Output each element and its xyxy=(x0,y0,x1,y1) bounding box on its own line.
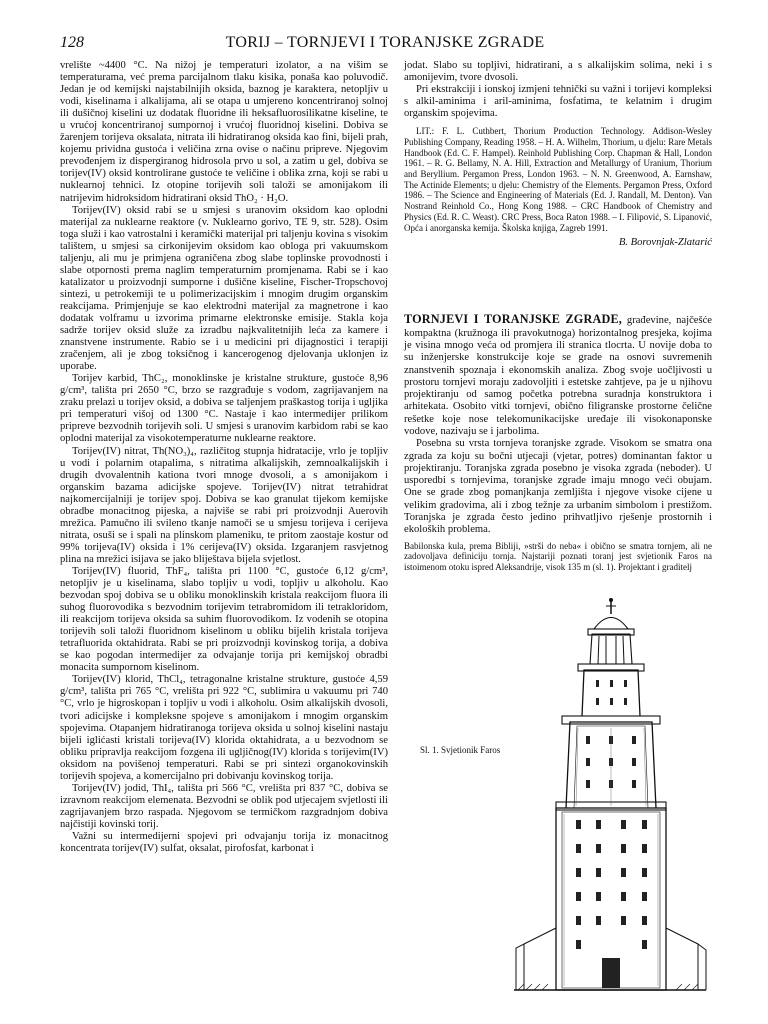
paragraph: Torijev karbid, ThC₂, monoklinske je kristalne strukture, gustoće 8,96 g/cm³, tališta pri 2650 °C, brzo se razgrađuje s vodom, zagrijavanjem na zraku prelazi u torijev oksid, a dobiva se taljenjem praškastog torija i ugljika pri temperaturi višoj od 1300 °C. Nastaje i kao intermedijer prilikom pripreve bezvodnih torijevih soli. U smjesi s uranovim karbidom rabi se kao oplodni materijal za visokotemperaturne nuklearne reaktore. xyxy=(60,373,388,445)
paragraph: Torijev(IV) oksid rabi se u smjesi s uranovim oksidom kao oplodni materijal za nuklearne reaktore (v. Nuklearno gorivo, TE 9, str. 528). Osim toga služi i kao vatrostalni i keramički materijal pri taljenju kovina s visokim talištem, u smjesi sa cirkonijevim oksidom kao obloga pri vakuumskom taljenju, ali mu je primjena ograničena zbog slabe toplinske provodnosti i slabe otpornosti prema naglim temperaturnim promjenama. Rabi se i kao katalizator u proizvodnji sumporne i dušične kiseline, Fischer-Tropschovoj sintezi, u petrokemiji te u polimerizacijskim i mnogim drugim organskim reakcijama. Primjenjuje se kao elektrodni materijal za magnetrone i kao dodatak volframu u izvorima primarne elektronske emisije. Stakla koja sadrže torijev oksid služe za izradbu najkvalitetnijih leća za kamere i znanstvene instrumente. Rabio se i u medicini pri dijagnostici i terapiji zračenjem, ali je zbog toksičnog i kancerogenog djelovanja uklonjen iz uporabe. xyxy=(60,204,388,373)
paragraph: Pri ekstrakciji i ionskoj izmjeni tehnički su važni i torijevi kompleksi s alkil-aminima i aril-aminima, fosfatima, te kelatnim i drugim organskim spojevima. xyxy=(404,84,712,120)
paragraph: Torijev(IV) nitrat, Th(NO₃)₄, različitog stupnja hidratacije, vrlo je topljiv u vodi i polarnim otapalima, s nitratima alkalijskih, zemnoalkalijskih i drugih dvovalentnih kationa tvori mnoge dvosoli, a s amonijakom i organskim bazama adicijske spojeve. Torijev(IV) nitrat tetrahidrat najkomercijalniji je torijev spoj. Dobiva se kao granulat tijekom kemijske obradbe monacitnog pijeska, a najviše se rabi pri proizvodnji Auerovih mrežica. Pamučno ili svileno tkanje namoči se u smjesu torijeva i cerijeva nitrata, osuši se i spali na plinskom plameniku, te pritom zaostaje kostur od 99% torijeva(IV) oksida i 1% cerijeva(IV) oksida. Izgaranjem rasvjetnog plina na mrežici isijava se jako bliještava bijela svjetlost. xyxy=(60,445,388,565)
paragraph: Torijev(IV) jodid, ThI₄, tališta pri 566 °C, vrelišta pri 837 °C, dobiva se izravnom reakcijom elemenata. Bezvodni se oblik pod utjecajem svjetlosti ili zagrijavanjem brzo raspada. Njegovom se termičkom razgradnjom dobiva najčistiji kovinski torij. xyxy=(60,782,388,830)
paragraph: vrelište ~4400 °C. Na nižoj je temperaturi izolator, a na višim se temperaturama, već prema parcijalnom tlaku kisika, ponaša kao poluvodič. Jedan je od kemijski najstabilnijih oksida, baznog je karaktera, netopljiv u vodi, kiselinama i alkalijama, ali se otapa u umjereno koncentriranoj solnoj ili dušičnoj kiselini uz dodatak fluoridne ili heksafluorosilikatne kiseline, te u vrućoj koncentriranoj sumpornoj i vrućoj fluoridnoj kiselini. Dobiva se žarenjem torijeva oksalata, nitrata ili hidratiranog oksida kao fini, bijeli prah, kojemu prividna gustoća i veličina zrna ovise o načinu pripreve. Njegovim prevođenjem iz dispergiranog hidrosola prvo u sol, a zatim u gel, dobiva se torijev(IV) oksid kontrolirane gustoće te veličine i oblika zrna, koji se rabi u nuklearnoj tehnici. Iz otopine torijevih soli taloži se amonijakom ili natrijevim hidroksidom hidratirani oksid ThO₂ · H₂O. xyxy=(60,60,388,204)
article-title: TORNJEVI I TORANJSKE ZGRADE, xyxy=(404,312,623,327)
paragraph: jodat. Slabo su topljivi, hidratirani, a s alkalijskim solima, neki i s amonijevim, tvore dvosoli. xyxy=(404,60,712,84)
spacer xyxy=(404,249,712,313)
paragraph: Važni su intermedijerni spojevi pri odvajanju torija iz monacitnog koncentrata torijev(IV) sulfat, oksalat, pirofosfat, karbonat i xyxy=(60,831,388,855)
small-text: Babilonska kula, prema Bibliji, »strši do neba« i obično se smatra tornjem, ali ne zadovoljava definiciju tornja. Najstariji poznati toranj jest svjetionik Faros na istoimenom otoku ispred Aleksandrije, visok 135 m (sl. 1). Projektant i graditelj xyxy=(404,540,712,572)
left-column xyxy=(60,60,388,855)
literature: LIT.: F. L. Cuthbert, Thorium Production Technology. Addison-Wesley Publishing Company, Reading 1958. – H. A. Wilhelm, Thorium, u djelu: Rare Metals Handbook (Ed. C. F. Hampel). Reinhold Publishing Corp. Chapman & Hall, London 1961. – R. G. Bellamy, N. A. Hill, Extraction and Metallurgy of Uranium, Thorium and Beryllium. Pergamon Press, London 1963. – N. N. Greenwood, A. Earnshaw, The Actinide Elements; u djelu: Chemistry of the Elements. Pergamon Press, Oxford 1986. – The Science and Engineering of Materials (Ed. J. Randall, M. Denton). Van Nostrand Reinhold Co., Hong Kong 1988. – CRC Handbook of Chemistry and Physics (Ed. R. C. Weast). CRC Press, Boca Raton 1988. – I. Filipović, S. Lipanović, Opća i anorganska kemija. Školska knjiga, Zagreb 1991. xyxy=(404,126,712,233)
paragraph: Torijev(IV) fluorid, ThF₄, tališta pri 1100 °C, gustoće 6,12 g/cm³, netopljiv je u kiselinama, slabo topljiv u vodi, topljiv u alkoholu. Kao bezvodan spoj dobiva se u obliku monoklinskih kristala reakcijom fluora ili suhog fluorovodika s bezvodnim torijevim tetrabromidom ili tetrakloridom, ili reakcijom torijeva oksida sa suhim fluorovodikom. Iz vodenih se otopina torijevih soli taloži fluoridnom kiselinom u obliku bijelih kristala torijeva tetrafluorida oktahidrata. Rabi se pri proizvodnji kovinskog torija, a dobiva se kao pogodan intermedijer za odvajanje torija pri kemijskoj obradbi monacita sumpornom kiselinom. xyxy=(60,565,388,674)
author: B. Borovnjak-Zlatarić xyxy=(618,237,712,249)
figure-caption: Sl. 1. Svjetionik Faros xyxy=(420,745,501,755)
article-intro xyxy=(404,313,712,438)
lighthouse-illustration xyxy=(406,598,712,996)
page-number: 128 xyxy=(60,34,84,51)
article-paragraph: Posebna su vrsta tornjeva toranjske zgrade. Visokom se smatra ona zgrada za koju su bočni utjecaji (vjetar, potres) dominantan faktor u projektiranju. Toranjska zgrada posebno je visoka zgrada (neboder). U usporedbi s tornjevima, toranjske zgrade imaju mnogo veći obujam. One se grade zbog pomanjkanja zemljišta i njegove visoke cijene u velikim gradovima, ali i zbog težnje za urbanim simbolom i prestižom. Toranjska je zgrada često jedino prihvatljivo rješenje prostornih i ekoloških problema. xyxy=(404,438,712,536)
right-column xyxy=(404,60,712,572)
article-paragraph: građevine, najčešće kompaktna (kružnoga ili pravokutnoga) horizontalnog presjeka, kojima je visina mnogo veća od promjera ili stranica tlocrta. U novije doba to su inženjerske konstrukcije koje se grade na osnovi suvremenih znanstvenih spoznaja i ekonomskih analiza. Zbog svoje uočljivosti u prostoru tornjevi moraju zadovoljiti i estetske zahtjeve, pa je u njihovu projektiranju od samog početka potrebna suradnja konstruktora i arhitekata. Osobito vitki tornjevi, obično filigranske prostorne čelične rešetke koje nose telekomunikacijske uređaje ili visokonaponske vodove, nazivaju se i jarbolima. xyxy=(404,315,713,437)
running-title: TORIJ – TORNJEVI I TORANJSKE ZGRADE xyxy=(225,34,545,51)
page-header xyxy=(60,34,710,56)
paragraph: Torijev(IV) klorid, ThCl₄, tetragonalne kristalne strukture, gustoće 4,59 g/cm³, tališta pri 765 °C, vrelišta pri 922 °C, sublimira u vakuumu pri 740 °C, vrlo je higroskopan i topljiv u vodi i alkoholu. Osim alkalijskih dvosoli, tvori adicijske i kompleksne spojeve s amonijakom i mnogim organskim spojevima. Otapanjem hidratiranoga torijeva oksida u solnoj kiselini nastaju bijeli iglićasti kristali torijeva(IV) klorida oktahidrata, a u bezvodnom se obliku pripravlja reakcijom fozgena ili ugljičnog(IV) klorida s torijevim(IV) oksidom na povišenoj temperaturi. Rabi se pri sintezi organokovinskih torijevih spojeva, a komercijalno pri dobivanju kovinskog torija. xyxy=(60,674,388,782)
